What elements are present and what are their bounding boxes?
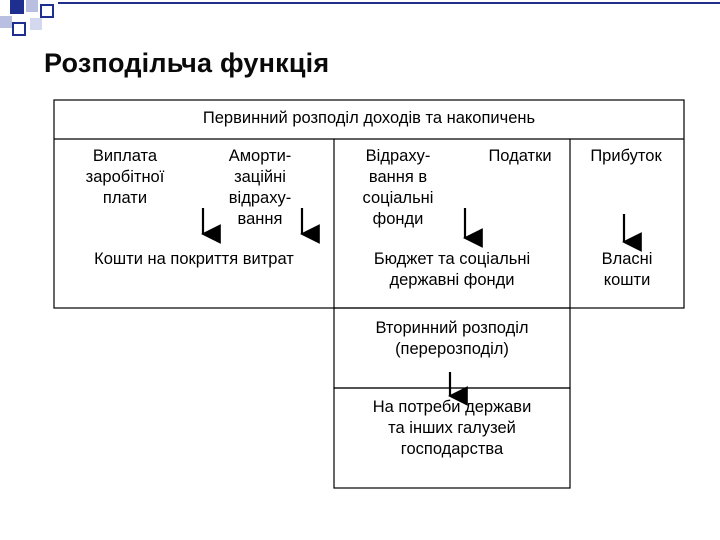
page-title: Розподільча функція (44, 48, 330, 78)
cost-coverage-cell: Кошти на покриття витрат (94, 250, 294, 268)
social-contrib-line: вання в (368, 168, 428, 186)
needs-line: господарства (400, 440, 504, 458)
taxes-cell: Податки (488, 147, 552, 165)
social-contrib-cell (338, 146, 458, 230)
profit-cell: Прибуток (590, 147, 662, 165)
wages-line: Виплата (92, 147, 158, 165)
depreciation-line: вання (237, 210, 283, 228)
needs-line: та інших галузей (388, 419, 516, 437)
budget-funds-line: державні фонди (389, 271, 515, 289)
wages-line: плати (102, 189, 148, 207)
secondary-line: (перерозподіл) (395, 340, 509, 358)
needs-line: На потреби держави (372, 398, 532, 416)
budget-funds-line: Бюджет та соціальні (373, 250, 531, 268)
secondary-line: Вторинний розподіл (375, 319, 529, 337)
social-contrib-line: Відраху- (365, 147, 431, 165)
wages-cell (60, 146, 190, 209)
depreciation-line: Аморти- (228, 147, 292, 165)
own-funds-cell (570, 249, 684, 291)
own-funds-line: кошти (603, 271, 651, 289)
wages-line: заробітної (85, 168, 165, 186)
depreciation-cell (205, 146, 315, 230)
primary-header: Первинний розподіл доходів та накопичень (202, 109, 536, 127)
social-contrib-line: фонди (372, 210, 424, 228)
budget-funds-cell (334, 249, 570, 291)
depreciation-line: відраху- (228, 189, 292, 207)
state-needs (334, 397, 570, 460)
own-funds-line: Власні (601, 250, 653, 268)
secondary-distribution (334, 318, 570, 360)
depreciation-line: заційні (234, 168, 286, 186)
social-contrib-line: соціальні (362, 189, 434, 207)
